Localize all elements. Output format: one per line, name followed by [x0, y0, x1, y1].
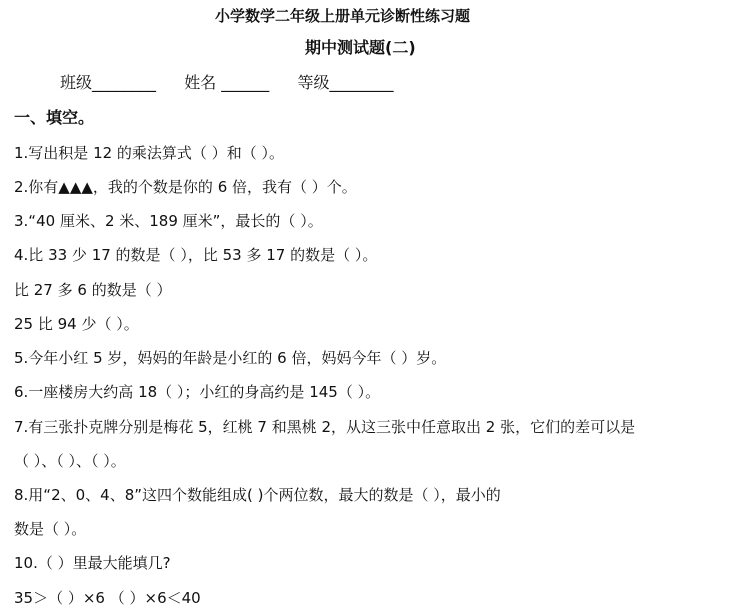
question-line: 8.用“2、0、4、8”这四个数能组成( )个两位数，最大的数是（ ），最小的: [14, 486, 501, 504]
worksheet-subtitle: 期中测试题(二): [305, 38, 416, 57]
class-field: 班级________: [60, 73, 157, 92]
question-line: 7.有三张扑克牌分别是梅花 5，红桃 7 和黑桃 2，从这三张中任意取出 2 张，它们的差可以是: [14, 418, 636, 436]
question-line: （ ）、（ ）、（ ）。: [14, 452, 126, 470]
question-line: 6.一座楼房大约高 18（ ）；小红的身高约是 145（ ）。: [14, 383, 381, 401]
question-line: 10.（ ）里最大能填几?: [14, 554, 171, 572]
question-line: 2.你有▲▲▲，我的个数是你的 6 倍，我有（ ）个。: [14, 178, 357, 196]
section-heading: 一、填空。: [14, 108, 95, 127]
question-line: 3.“40 厘米、2 米、189 厘米”，最长的（ ）。: [14, 212, 323, 230]
student-info-row: [60, 73, 394, 93]
grade-field: 等级________: [297, 73, 394, 92]
question-line: 35＞（ ）×6 （ ）×6＜40: [14, 589, 201, 607]
question-line: 数是（ ）。: [14, 520, 87, 538]
question-line: 4.比 33 少 17 的数是（ ），比 53 多 17 的数是（ ）。: [14, 246, 378, 264]
question-line: 比 27 多 6 的数是（ ）: [14, 281, 172, 299]
worksheet-title: 小学数学二年级上册单元诊断性练习题: [215, 7, 471, 25]
name-field: 姓名 ______: [184, 73, 270, 92]
question-line: 1.写出积是 12 的乘法算式（ ）和（ ）。: [14, 144, 284, 162]
question-line: 25 比 94 少（ ）。: [14, 315, 139, 333]
question-line: 5.今年小红 5 岁，妈妈的年龄是小红的 6 倍，妈妈今年（ ）岁。: [14, 349, 447, 367]
